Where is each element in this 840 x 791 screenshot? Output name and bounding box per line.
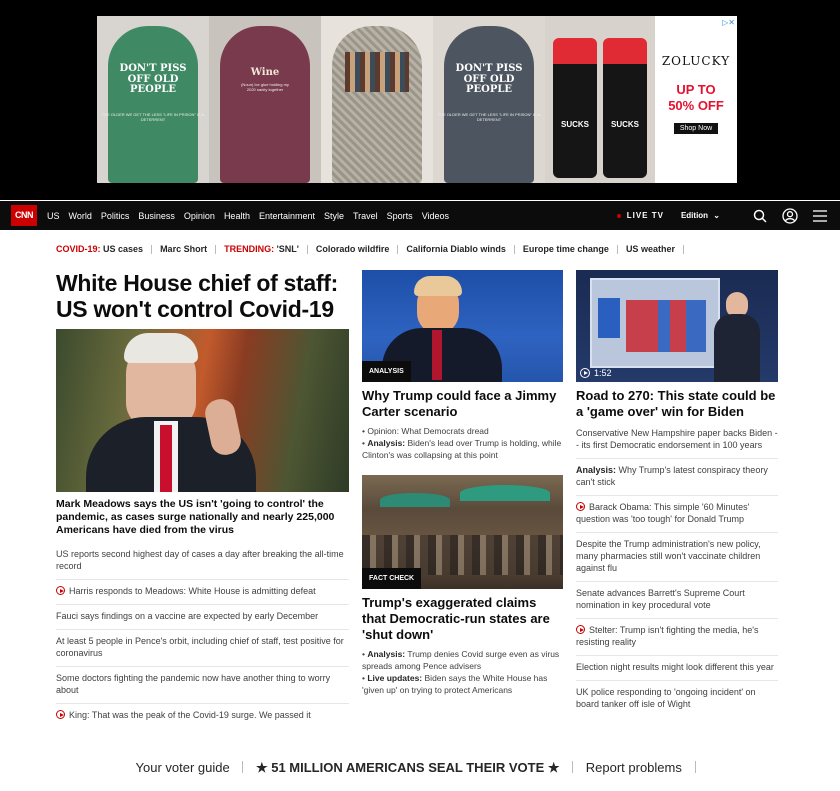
top-nav <box>0 201 840 230</box>
headline-carter[interactable]: Why Trump could face a Jimmy Carter scenario <box>362 388 557 419</box>
chevron-down-icon: ⌄ <box>713 211 720 220</box>
report-problems-link[interactable]: Report problems <box>585 760 682 775</box>
trending-covid[interactable] <box>56 244 143 254</box>
ad-product-3-pattern <box>345 52 409 92</box>
ad-promo <box>655 82 737 113</box>
divider <box>151 245 152 254</box>
bullet-prefix: Analysis: <box>367 649 406 659</box>
bullet-text: Opinion: What Democrats dread <box>367 426 489 436</box>
ad-shop-now-button[interactable]: Shop Now <box>674 123 718 134</box>
search-icon[interactable] <box>752 208 768 224</box>
story-text: Senate advances Barrett's Supreme Court nomination in key procedural vote <box>576 588 745 610</box>
nav-link-us[interactable]: US <box>47 210 60 221</box>
live-tv-link[interactable] <box>617 211 664 220</box>
video-thumbnail[interactable] <box>576 270 778 382</box>
trending-item-colorado[interactable]: Colorado wildfire <box>315 244 390 254</box>
middle-column <box>362 270 563 696</box>
top-headline[interactable]: White House chief of staff: US won't control Covid-19 <box>56 270 338 322</box>
live-tv-label: LIVE TV <box>626 211 664 220</box>
analysis-tag: ANALYSIS <box>362 361 411 382</box>
play-video-icon <box>56 586 65 595</box>
video-duration <box>580 368 612 378</box>
divider <box>572 761 573 773</box>
story-prefix: Analysis: <box>576 465 617 475</box>
story-text: Some doctors fighting the pandemic now have another thing to worry about <box>56 673 331 695</box>
bullet-prefix: Analysis: <box>367 438 406 448</box>
list-item[interactable] <box>56 667 349 704</box>
nav-link-health[interactable]: Health <box>223 210 250 221</box>
story-text: Harris responds to Meadows: White House is admitting defeat <box>69 586 316 596</box>
photo-tie <box>432 330 442 380</box>
list-item[interactable] <box>56 704 349 728</box>
trending-item-marc-short[interactable]: Marc Short <box>160 244 208 254</box>
nav-link-politics[interactable]: Politics <box>100 210 130 221</box>
list-item[interactable] <box>576 656 778 681</box>
nav-link-style[interactable]: Style <box>323 210 344 221</box>
list-item[interactable] <box>576 619 778 656</box>
advertisement[interactable] <box>97 16 737 183</box>
trending-item: 'SNL' <box>276 244 299 254</box>
story-text: Election night results might look different this year <box>576 662 774 672</box>
voter-bar <box>0 760 840 776</box>
ad-sock-left <box>553 38 597 178</box>
photo-hair <box>414 276 462 296</box>
bullet-text: Biden's lead over Trump is holding, while Clinton's was collapsing at this point <box>362 438 562 460</box>
nav-link-sports[interactable]: Sports <box>386 210 413 221</box>
ad-product-3[interactable] <box>321 16 433 183</box>
divider <box>397 245 398 254</box>
live-dot-icon <box>617 214 621 218</box>
photo-suit <box>714 314 760 382</box>
ad-product-5[interactable] <box>545 16 655 183</box>
headline-road-to-270[interactable]: Road to 270: This state could be a 'game over' win for Biden <box>576 388 776 419</box>
divider <box>514 245 515 254</box>
story-text: At least 5 people in Pence's orbit, including chief of staff, test positive for coronavirus <box>56 636 344 658</box>
bullet-item[interactable]: • Live updates: Biden says the White House has 'given up' on trying to protect Americans <box>362 673 548 695</box>
ad-product-4-text: DON'T PISS OFF OLD PEOPLE <box>455 63 523 95</box>
ad-product-2[interactable] <box>209 16 321 183</box>
covid-item: US cases <box>103 244 144 254</box>
trending-label: TRENDING: <box>224 244 275 254</box>
story-text: Why Trump's latest conspiracy theory can't stick <box>576 465 768 487</box>
play-icon <box>580 368 590 378</box>
story-text: King: That was the peak of the Covid-19 surge. We passed it <box>69 710 311 720</box>
lead-photo[interactable] <box>56 329 349 492</box>
seal-vote-headline[interactable]: ★ 51 MILLION AMERICANS SEAL THEIR VOTE ★ <box>255 760 560 775</box>
covid-label: COVID-19: <box>56 244 101 254</box>
ad-brand-name: ZOLUCKY <box>661 54 731 68</box>
story-text: US reports second highest day of cases a day after breaking the all-time record <box>56 549 344 571</box>
ad-sock-right-text: SUCKS <box>610 120 639 129</box>
nav-links <box>47 201 458 230</box>
photo-map-bar <box>598 298 620 338</box>
list-item[interactable] <box>576 582 778 619</box>
list-item[interactable] <box>576 681 778 717</box>
bullet-prefix: Live updates: <box>367 673 423 683</box>
ad-product-1[interactable] <box>97 16 209 183</box>
nav-right <box>617 201 828 230</box>
divider <box>307 245 308 254</box>
story-list <box>56 543 349 728</box>
play-video-icon <box>576 502 585 511</box>
bullet-item[interactable]: • Analysis: Biden's lead over Trump is holding, while Clinton's was collapsing at this point <box>362 438 562 460</box>
play-video-icon <box>576 625 585 634</box>
fact-check-tag: FACT CHECK <box>362 568 421 589</box>
play-video-icon <box>56 710 65 719</box>
nav-link-world[interactable]: World <box>68 210 92 221</box>
divider <box>215 245 216 254</box>
list-item[interactable] <box>56 630 349 667</box>
list-item[interactable] <box>56 543 349 580</box>
story-text: Conservative New Hampshire paper backs Biden -- its first Democratic endorsement in 100 years <box>576 428 778 450</box>
photo-map-states <box>626 300 706 352</box>
ad-product-4-subtext: THE OLDER WE GET THE LESS "LIFE IN PRISON" IS A DETERRENT <box>437 112 541 122</box>
ad-close-icon[interactable]: ▷✕ <box>722 18 735 27</box>
nav-link-business[interactable]: Business <box>138 210 175 221</box>
nav-link-opinion[interactable]: Opinion <box>183 210 215 221</box>
trending-bar <box>56 243 692 255</box>
divider <box>617 245 618 254</box>
duration-text: 1:52 <box>594 368 612 378</box>
menu-icon[interactable] <box>812 208 828 224</box>
ad-product-2-text: Wine <box>250 67 280 78</box>
ad-product-1-text: DON'T PISS OFF OLD PEOPLE <box>119 63 187 95</box>
main-column <box>56 270 349 728</box>
trending-item-europe-time[interactable]: Europe time change <box>522 244 609 254</box>
divider <box>242 761 243 773</box>
bullet-text: Trump denies Covid surge even as virus spreads among Pence advisers <box>362 649 560 671</box>
list-item[interactable] <box>576 459 778 496</box>
list-item[interactable] <box>56 580 349 605</box>
ad-product-1-subtext: THE OLDER WE GET THE LESS "LIFE IN PRISON" IS A DETERRENT <box>101 112 205 122</box>
list-item[interactable] <box>576 422 778 459</box>
story-list <box>576 422 778 717</box>
bullet-list <box>362 648 563 696</box>
ad-sock-right <box>603 38 647 178</box>
trending-item-california[interactable]: California Diablo winds <box>406 244 506 254</box>
divider <box>683 245 684 254</box>
edition-label: Edition <box>680 211 709 220</box>
photo-umbrella <box>460 485 550 501</box>
bullet-item[interactable]: • Analysis: Trump denies Covid surge even as virus spreads among Pence advisers <box>362 649 560 671</box>
ad-promo-line2: 50% OFF <box>668 97 724 113</box>
right-column <box>576 270 778 717</box>
restaurant-photo[interactable] <box>362 475 563 589</box>
edition-selector[interactable] <box>681 211 720 220</box>
cnn-logo[interactable]: CNN <box>11 205 37 226</box>
story-text: Fauci says findings on a vaccine are expected by early December <box>56 611 319 621</box>
ad-product-2-subtext: (Noun) Ice glue holding my 2020 sanity together <box>241 82 289 92</box>
story-text: Despite the Trump administration's new policy, many pharmacies still won't vaccinate children against flu <box>576 539 761 573</box>
ad-product-4[interactable] <box>433 16 545 183</box>
nav-link-entertainment[interactable]: Entertainment <box>258 210 315 221</box>
ad-promo-line1: UP TO <box>676 82 716 97</box>
nav-link-travel[interactable]: Travel <box>353 210 378 221</box>
trending-item-us-weather[interactable]: US weather <box>625 244 675 254</box>
nav-link-videos[interactable]: Videos <box>421 210 450 221</box>
trump-photo[interactable] <box>362 270 563 382</box>
voter-guide-link[interactable]: Your voter guide <box>135 760 230 775</box>
list-item[interactable] <box>56 605 349 630</box>
story-text: Stelter: Trump isn't fighting the media, he's resisting reality <box>576 625 759 647</box>
bullet-text: Biden says the White House has 'given up' on trying to protect Americans <box>362 673 548 695</box>
photo-tie <box>160 425 172 492</box>
photo-map-screen <box>590 278 720 368</box>
ad-banner <box>0 0 840 200</box>
story-text: Barack Obama: This simple '60 Minutes' question was 'too tough' for Donald Trump <box>576 502 750 524</box>
list-item[interactable] <box>576 533 778 582</box>
ad-sock-left-text: SUCKS <box>560 120 589 129</box>
divider <box>695 761 696 773</box>
ad-brand-panel[interactable] <box>655 16 737 183</box>
headline-shut-down[interactable]: Trump's exaggerated claims that Democratic-run states are 'shut down' <box>362 595 550 642</box>
photo-umbrella <box>380 493 450 507</box>
bullet-list <box>362 425 563 461</box>
account-icon[interactable] <box>782 208 798 224</box>
lead-story-summary[interactable]: Mark Meadows says the US isn't 'going to control' the pandemic, as cases surge nationally and nearly 225,000 Americans have died from the virus <box>56 498 335 536</box>
story-text: UK police responding to 'ongoing incident' on board tanker off isle of Wight <box>576 687 756 709</box>
list-item[interactable] <box>576 496 778 533</box>
trending-snl[interactable] <box>224 244 299 254</box>
bullet-item[interactable]: • Opinion: What Democrats dread <box>362 426 489 436</box>
photo-hair <box>124 333 198 363</box>
